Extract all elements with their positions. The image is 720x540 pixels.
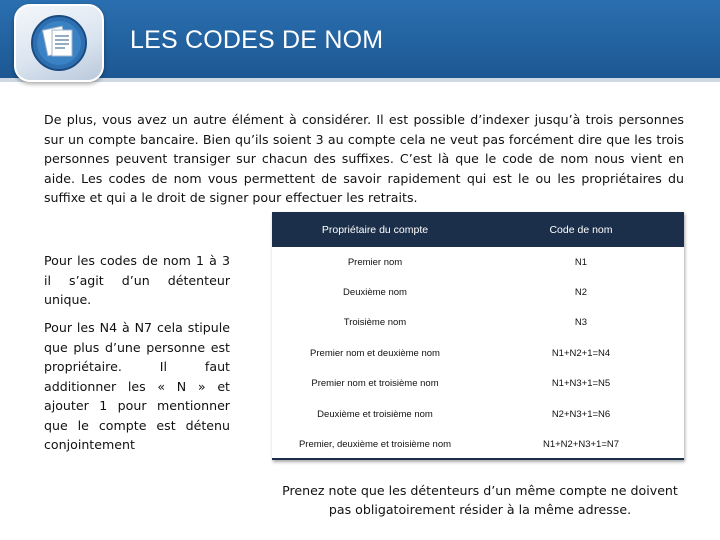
code-cell: N1+N2+N3+1=N7	[542, 439, 620, 451]
intro-paragraph: De plus, vous avez un autre élément à considérer. Il est possible d’indexer jusqu’à trois personnes sur un compte bancaire. Bien qu’ils soient 3 au compte cela ne veut pas forcément dire que les trois personnes peuvent transiger sur chacun des suffixes. C’est là que le code de nom nous vient en aide. Les codes de nom vous permettent de savoir rapidement qui est le ou les propriétaires du suffixe et qui a le droit de signer pour effectuer les retraits.	[44, 112, 684, 205]
table-header-row	[272, 212, 684, 247]
code-cell: N1	[574, 256, 588, 268]
code-cell: N1+N2+1=N4	[551, 347, 611, 359]
documents-icon-graphic	[16, 6, 102, 80]
table-row	[272, 338, 684, 368]
owner-cell: Premier nom et deuxième nom	[310, 347, 440, 359]
owner-cell: Premier, deuxième et troisième nom	[298, 439, 452, 451]
code-cell: N3	[574, 317, 588, 329]
code-cell: N2	[574, 287, 588, 299]
page-title: LES CODES DE NOM	[130, 26, 384, 54]
owner-cell: Premier nom et troisième nom	[311, 378, 439, 390]
owner-cell: Premier nom	[347, 256, 403, 268]
table-row	[272, 369, 684, 399]
owner-cell: Deuxième nom	[343, 287, 407, 299]
name-codes-table	[272, 212, 684, 460]
column-header-owner: Propriétaire du compte	[272, 212, 478, 247]
banner-divider	[0, 78, 720, 82]
footer-note: Prenez note que les détenteurs d’un même compte ne doivent pas obligatoirement résider à la même adresse.	[282, 483, 678, 517]
table-row	[272, 247, 684, 277]
table-row	[272, 429, 684, 459]
code-cell: N2+N3+1=N6	[551, 408, 611, 420]
table-row	[272, 399, 684, 429]
table-row	[272, 277, 684, 307]
code-cell: N1+N3+1=N5	[551, 378, 611, 390]
table-row	[272, 308, 684, 338]
owner-cell: Troisième nom	[343, 317, 407, 329]
owner-cell: Deuxième et troisième nom	[317, 408, 433, 420]
side-note-single-holder: Pour les codes de nom 1 à 3 il s’agit d’un détenteur unique.	[44, 253, 230, 307]
documents-icon	[14, 4, 104, 82]
column-header-code: Code de nom	[478, 212, 684, 247]
side-note-joint-holders: Pour les N4 à N7 cela stipule que plus d’une personne est propriétaire. Il faut additionner les « N » et ajouter 1 pour mentionner que le compte est détenu conjointement	[44, 320, 230, 452]
